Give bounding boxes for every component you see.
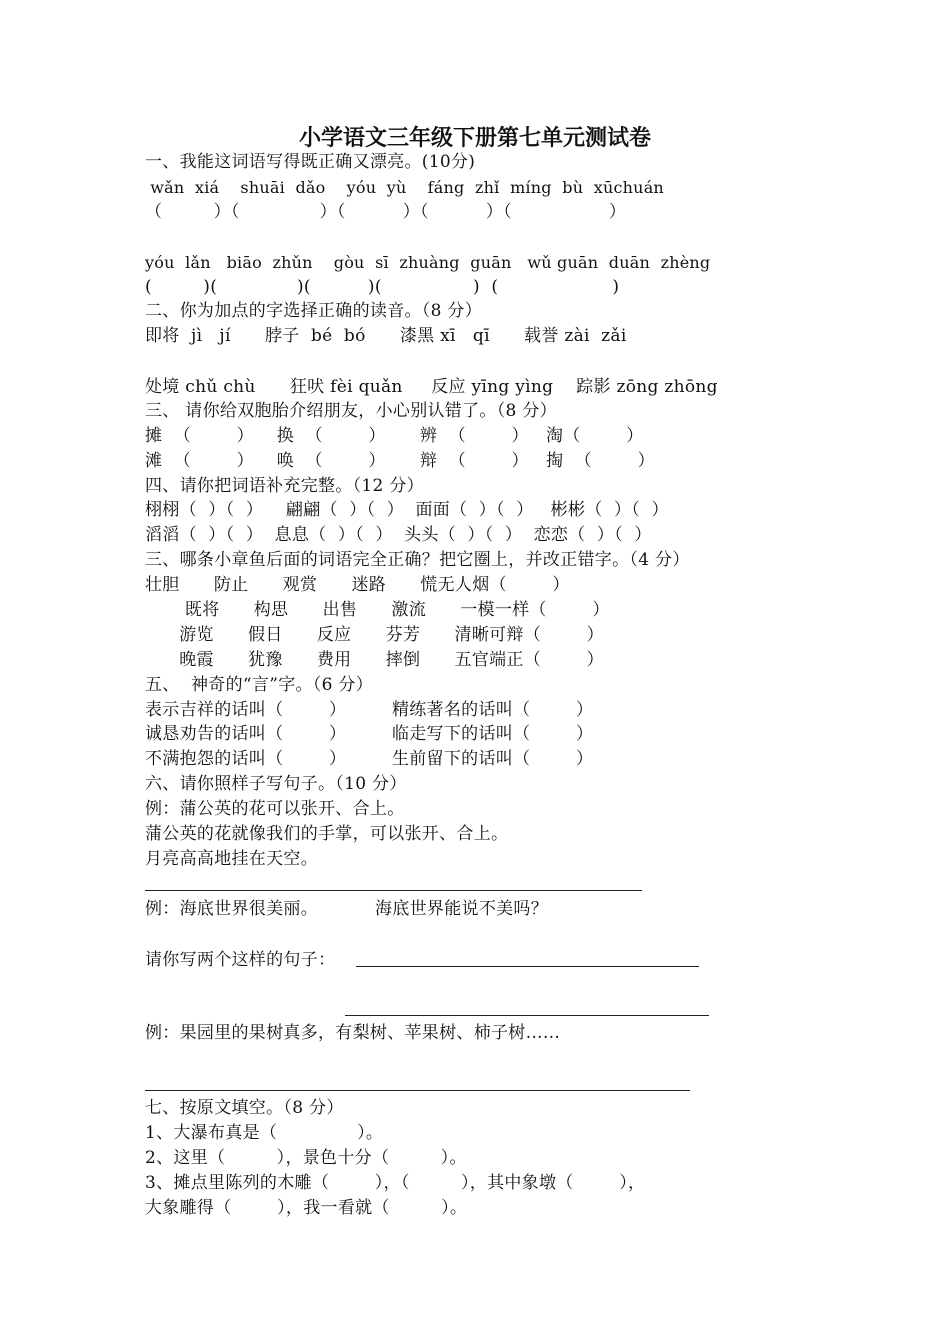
section-3-heading: 三、 请你给双胞胎介绍朋友，小心别认错了。（8 分） [145, 401, 557, 421]
section-6-heading: 六、请你照样子写句子。（10 分） [145, 774, 407, 794]
example-sentence-2: 例：海底世界很美丽。 海底世界能说不美吗？ [145, 899, 549, 919]
yan-row-2: 诚恳劝告的话叫（ ） 临走写下的话叫（ ） [145, 724, 594, 744]
octopus-section-heading: 三、哪条小章鱼后面的词语完全正确？把它圈上，并改正错字。（4 分） [145, 550, 690, 570]
pinyin-row-2: yóu lǎn biāo zhǔn gòu sī zhuàng guān wǔ guān duān zhèng [145, 253, 711, 272]
reading-choice-row-2: 处境 chǔ chù 狂吠 fèi quǎn 反应 yīng yìng 踪影 zōng zhōng [145, 377, 718, 397]
example-sentence-1b: 蒲公英的花就像我们的手掌，可以张开、合上。 [145, 824, 509, 844]
twin-chars-row-2: 滩 （ ） 唤 （ ） 辩 （ ） 掏 （ ） [145, 451, 655, 471]
yan-row-3: 不满抱怨的话叫（ ） 生前留下的话叫（ ） [145, 749, 594, 769]
twin-chars-row-1: 摊 （ ） 换 （ ） 辨 （ ） 淘（ ） [145, 426, 644, 446]
practice-sentence-1: 月亮高高地挂在天空。 [145, 849, 318, 869]
yan-row-1: 表示吉祥的话叫（ ） 精练著名的话叫（ ） [145, 700, 594, 720]
octopus-row-4: 晚霞 犹豫 费用 摔倒 五官端正（ ） [145, 650, 604, 670]
answer-line-1[interactable] [145, 890, 642, 891]
answer-line-2[interactable] [356, 966, 699, 967]
section-5-heading: 五、 神奇的“言”字。（6 分） [145, 675, 374, 695]
octopus-row-1: 壮胆 防止 观赏 迷路 慌无人烟（ ） [145, 575, 570, 595]
fill-blank-3: 3、摊点里陈列的木雕（ ），（ ），其中象墩（ ）， [145, 1173, 646, 1193]
practice-prompt: 请你写两个这样的句子： [145, 950, 336, 970]
fill-blank-3b: 大象雕得（ ），我一看就（ ）。 [145, 1198, 468, 1218]
pinyin-row-1: wǎn xiá shuāi dǎo yóu yù fáng zhǐ míng bù xūchuán [145, 178, 664, 197]
word-complete-row-1: 栩栩（ ）（ ） 翩翩（ ）（ ） 面面（ ）（ ） 彬彬（ ）（ ） [145, 500, 669, 520]
fill-blank-1: 1、大瀑布真是（ ）。 [145, 1123, 384, 1143]
example-sentence-1: 例：蒲公英的花可以张开、合上。 [145, 799, 405, 819]
word-complete-row-2: 滔滔（ ）（ ） 息息（ ）（ ） 头头（ ）（ ） 恋恋（ ）（ ） [145, 525, 652, 545]
octopus-row-3: 游览 假日 反应 芬芳 清晰可辩（ ） [145, 625, 604, 645]
answer-line-3[interactable] [345, 1015, 709, 1016]
page-title: 小学语文三年级下册第七单元测试卷 [298, 125, 651, 151]
example-sentence-3: 例：果园里的果树真多，有梨树、苹果树、柿子树…… [145, 1023, 561, 1043]
answer-brackets-row-2: ( )( )( )( ) ( ) [145, 277, 620, 297]
answer-line-4[interactable] [145, 1090, 690, 1091]
fill-blank-2: 2、这里（ ），景色十分（ ）。 [145, 1148, 467, 1168]
answer-brackets-row-1: （ ）（ ）（ ）（ ）（ ） [145, 202, 627, 222]
octopus-row-2: 既将 构思 出售 激流 一模一样（ ） [145, 600, 610, 620]
section-1-heading: 一、我能这词语写得既正确又漂亮。(10分) [145, 152, 476, 172]
section-2-heading: 二、你为加点的字选择正确的读音。（8 分） [145, 301, 483, 321]
reading-choice-row-1: 即将 jì jí 脖子 bé bó 漆黑 xī qī 载誉 zài zǎi [145, 326, 627, 346]
section-4-heading: 四、请你把词语补充完整。（12 分） [145, 476, 424, 496]
section-7-heading: 七、按原文填空。（8 分） [145, 1098, 344, 1118]
